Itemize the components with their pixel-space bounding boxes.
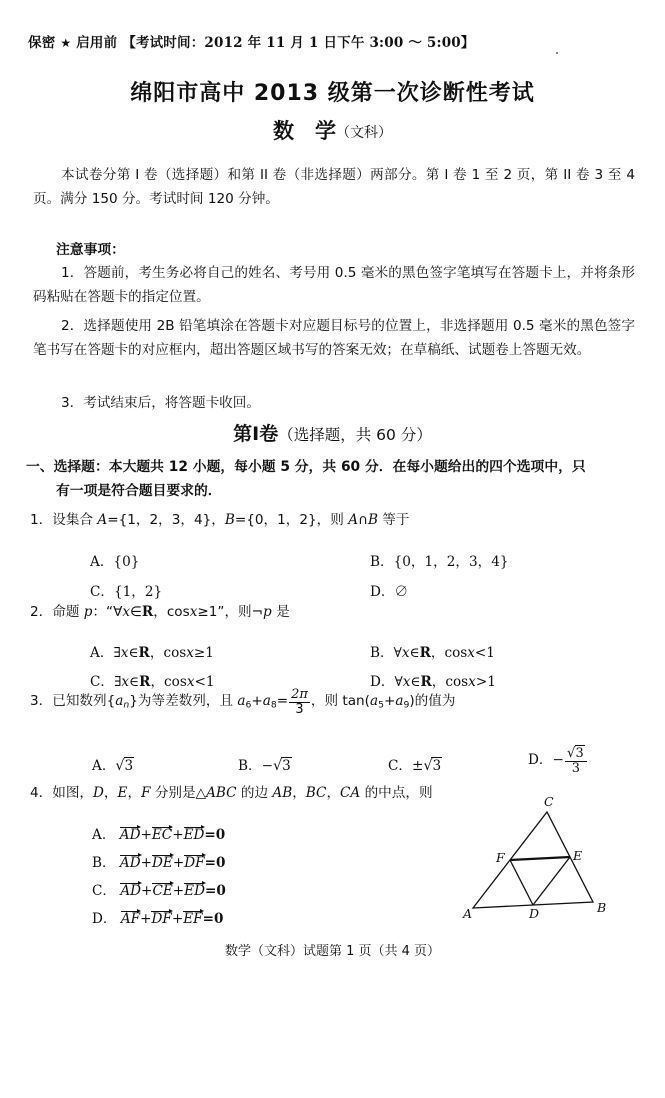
subject-name: 数 学: [273, 119, 336, 143]
figure-label-a: A: [463, 906, 473, 921]
notice-heading: 注意事项：: [56, 242, 125, 258]
page-title: 绵阳市高中 2013 级第一次诊断性考试: [130, 81, 535, 106]
scan-artifact-dot: [556, 52, 558, 54]
subject-track: （文科）: [336, 125, 392, 141]
section-juan-1-heading: [0, 419, 665, 446]
question-4-option-c[interactable]: C． AD+ CE+ ED=0: [92, 879, 226, 899]
figure-label-b: B: [597, 900, 607, 915]
question-2-option-b[interactable]: B．∀x∈R，cosx<1: [370, 645, 495, 661]
segment-fe: [510, 857, 570, 860]
figure-label-e: E: [573, 848, 583, 863]
paper-structure-paragraph: 本试卷分第 I 卷（选择题）和第 II 卷（非选择题）两部分。第 I 卷 1 至 2 页，第 II 卷 3 至 4 页。满分 150 分。考试时间 120 分钟。: [33, 167, 635, 207]
confidential-label: 保密: [28, 35, 56, 51]
subject-title: [0, 115, 665, 145]
question-4-number: 4．: [30, 785, 53, 801]
question-1-option-d[interactable]: D．∅: [370, 584, 409, 600]
page-footer: 数学（文科）试题第 1 页（共 4 页）: [224, 944, 441, 959]
section-heading-line-1: 一、选择题：本大题共 12 小题，每小题 5 分，共 60 分．在每小题给出的四个选项中，只: [26, 459, 586, 475]
exam-time-label: 【考试时间：2012 年 11 月 1 日下午 3:00 ～ 5:00】: [122, 35, 475, 51]
question-3-option-d[interactable]: D．− $\frac{√3}{3}$: [528, 746, 588, 775]
vector-term: AF: [121, 909, 140, 927]
multiple-choice-section-heading: [26, 455, 638, 503]
question-4-option-a[interactable]: A． AD+ EC+ ED=0: [92, 823, 225, 843]
juan-1-label: 第Ⅰ卷: [233, 423, 279, 445]
vector-term: DF: [151, 909, 171, 927]
question-2-option-a[interactable]: A．∃x∈R，cosx≥1: [90, 645, 214, 661]
vector-term: CE: [152, 881, 172, 899]
notice-item-1: 1．答题前，考生务必将自己的姓名、考号用 0.5 毫米的黑色签字笔填写在答题卡上，并将条形码粘贴在答题卡的指定位置。: [33, 265, 635, 305]
sqrt-symbol: √3: [115, 758, 134, 775]
question-2-option-c[interactable]: C．∃x∈R，cosx<1: [90, 674, 215, 690]
segment-de: [533, 857, 570, 905]
vector-term: AD: [120, 853, 141, 871]
question-3: [30, 687, 638, 776]
question-1-option-a[interactable]: A．{0}: [90, 554, 140, 570]
question-3-option-a[interactable]: A．√3: [92, 758, 134, 775]
vector-term: AD: [120, 825, 141, 843]
segment-fd: [510, 860, 533, 905]
vector-term: ED: [184, 825, 205, 843]
star-icon: ★: [60, 36, 72, 50]
question-2-option-d[interactable]: D．∀x∈R，cosx>1: [370, 674, 496, 690]
notice-item-2: 2．选择题使用 2B 铅笔填涂在答题卡对应题目标号的位置上，非选择题用 0.5 毫米的黑色签字笔书写在答题卡的对应框内，超出答题区域书写的答案无效；在草稿纸、试题卷上答题无效。: [33, 318, 635, 358]
question-3-number: 3．: [30, 693, 53, 710]
notice-item-3: 3．考试结束后，将答题卡收回。: [61, 395, 260, 411]
question-1-option-c[interactable]: C．{1，2}: [90, 584, 163, 600]
vector-term: AD: [120, 881, 141, 899]
section-heading-line-2: 有一项是符合题目要求的．: [56, 483, 222, 499]
figure-label-c: C: [544, 794, 554, 809]
juan-1-detail: （选择题，共 60 分）: [278, 426, 432, 444]
question-4-option-b[interactable]: B． AD+ DE+ DF=0: [92, 851, 225, 871]
question-1: [30, 508, 638, 600]
triangle-svg: [455, 790, 635, 925]
question-1-stem: 1．设集合 A={1，2，3，4}，B={0，1，2}，则 A∩B 等于: [30, 512, 410, 528]
fraction-sqrt3-over-3: $\frac{√3}{3}$: [565, 746, 587, 775]
vector-term: EF: [183, 909, 202, 927]
sqrt-symbol: √3: [423, 758, 442, 775]
triangle-figure-question-4: [455, 790, 635, 925]
question-1-number: 1．: [30, 512, 53, 528]
question-3-option-b[interactable]: B．−√3: [238, 758, 291, 775]
figure-label-d: D: [529, 906, 540, 921]
vector-term: DF: [184, 853, 204, 871]
vector-term: DE: [152, 853, 173, 871]
question-4-stem: 4．如图，D，E，F 分别是△ABC 的边 AB，BC，CA 的中点，则: [30, 785, 433, 801]
question-4-option-d[interactable]: D． AF+ DF+ EF=0: [92, 907, 223, 927]
question-3-stem: 3．已知数列$\{a_n\}$为等差数列，且 $a_6+a_8=$ $\frac{2\pi}{3}$ ，则 $\tan(a_5+a_9)$的值为: [30, 687, 456, 717]
question-1-option-b[interactable]: B．{0，1，2，3，4}: [370, 554, 509, 570]
question-3-option-c[interactable]: C．±√3: [388, 758, 442, 775]
confidential-header: [28, 31, 475, 51]
vector-term: ED: [184, 881, 205, 899]
question-2: [30, 600, 638, 690]
sqrt-symbol: √3: [272, 758, 291, 775]
question-2-number: 2．: [30, 604, 53, 620]
fraction-2pi-over-3: $\frac{2\pi}{3}$: [291, 687, 308, 717]
vector-term: EC: [152, 825, 172, 843]
figure-label-f: F: [496, 850, 505, 865]
question-2-stem: 2．命题 p：“∀x∈R，cosx≥1”，则¬p 是: [30, 604, 290, 620]
before-use-label: 启用前: [76, 35, 118, 51]
